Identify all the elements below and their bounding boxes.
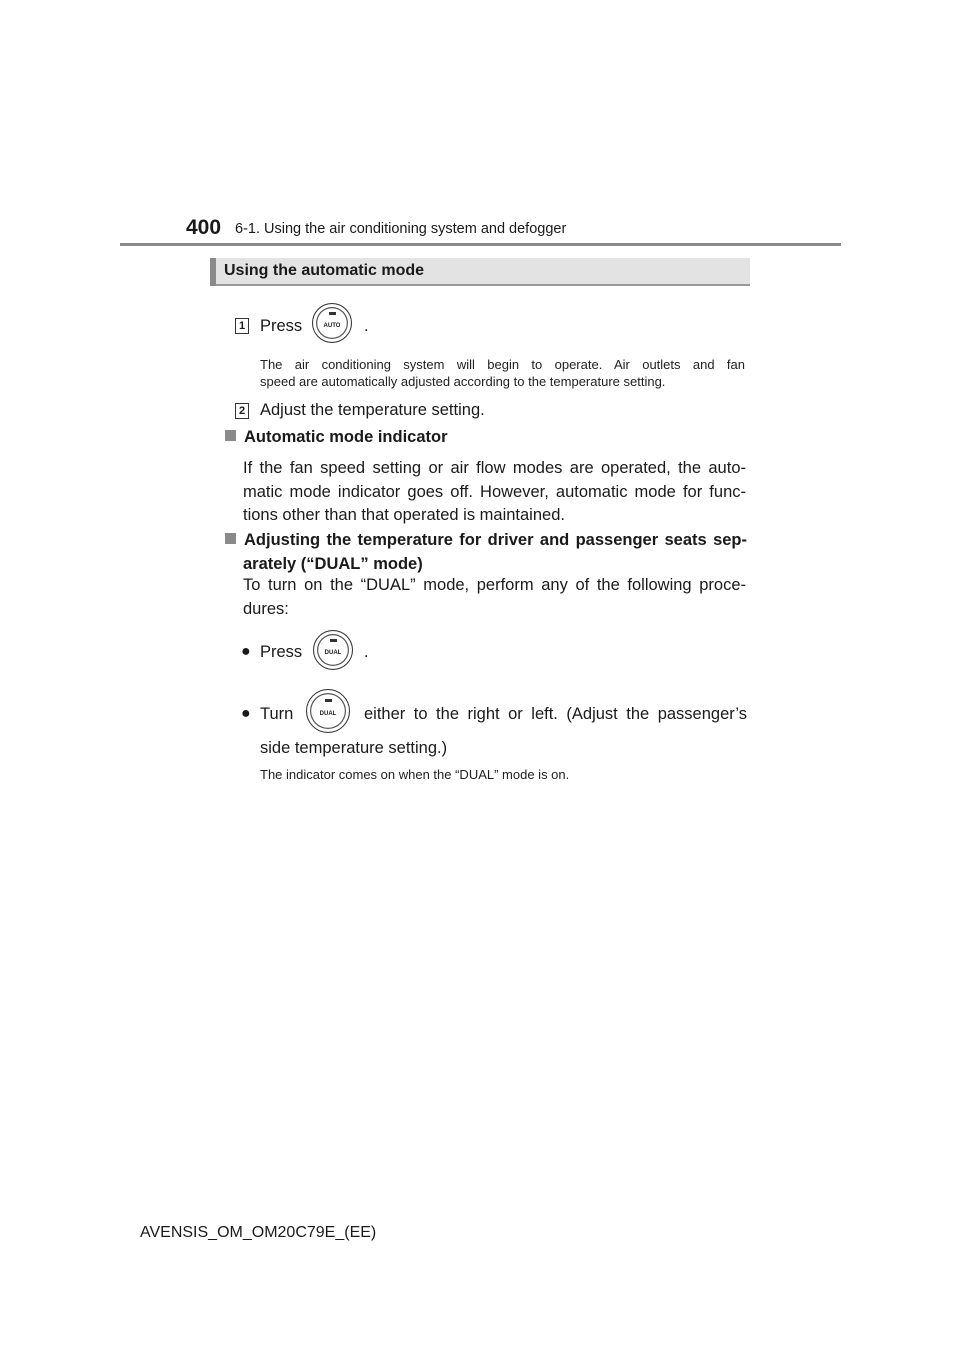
dual-indicator-icon [330,639,337,642]
step-1-period: . [364,317,369,335]
dual-note: The indicator comes on when the “DUAL” mode is on. [260,767,570,782]
dual-heading-line [225,529,747,553]
dual-button-label: DUAL [324,650,342,656]
indicator-heading-text: Automatic mode indicator [244,428,448,446]
auto-button-icon [312,303,352,343]
header-rule [120,243,841,246]
bullet-1-period: . [364,643,369,661]
auto-indicator-icon [329,312,336,315]
bullet-2-text-line2: side temperature setting.) [260,739,448,757]
paragraph-line: If the fan speed setting or air flow modes are operated, the auto- [243,459,746,477]
auto-button-label: AUTO [323,323,341,329]
indicator-heading [225,428,448,447]
dual-indicator-icon [325,699,332,702]
dual-heading-text: Adjusting the temperature for driver and passenger seats sep- [244,531,747,549]
dual-knob-label: DUAL [319,711,337,717]
dual-intro [243,574,746,621]
section-title: Using the automatic mode [224,262,425,279]
dual-heading-line: arately (“DUAL” mode) [243,554,423,573]
dual-knob-icon [306,689,350,733]
section-header: 6-1. Using the air conditioning system and defogger [235,221,567,237]
bullet-2-text-after: either to the right or left. (Adjust the passenger’s [364,705,747,723]
dual-heading [225,529,747,576]
square-bullet-icon [225,533,236,544]
step-number-2: 2 [235,403,249,419]
indicator-paragraph [243,457,746,528]
section-title-bar [210,258,750,286]
step-1-text: Press [260,317,303,335]
bullet-1-text: Press [260,643,303,661]
paragraph-line: matic mode indicator goes off. However, automatic mode for func- [243,482,746,501]
step-number-1: 1 [235,318,249,334]
bullet-2-text: Turn [260,705,294,723]
paragraph-line: tions other than that operated is maintained. [243,506,565,524]
paragraph-line: dures: [243,599,289,618]
paragraph-line: To turn on the “DUAL” mode, perform any of the following proce- [243,576,746,594]
footer-code: AVENSIS_OM_OM20C79E_(EE) [140,1224,377,1241]
page-number: 400 [186,216,222,239]
title-accent [210,258,216,286]
dual-button-icon [313,630,353,670]
step-1-note-line: speed are automatically adjusted according to the temperature setting. [260,374,666,389]
square-bullet-icon [225,430,236,441]
bullet-dot-icon: ● [241,705,251,722]
step-2-text: Adjust the temperature setting. [260,401,485,419]
step-1-note-line: The air conditioning system will begin to operate. Air outlets and fan [260,357,745,372]
bullet-dot-icon: ● [241,643,251,660]
step-1-note [260,356,745,390]
